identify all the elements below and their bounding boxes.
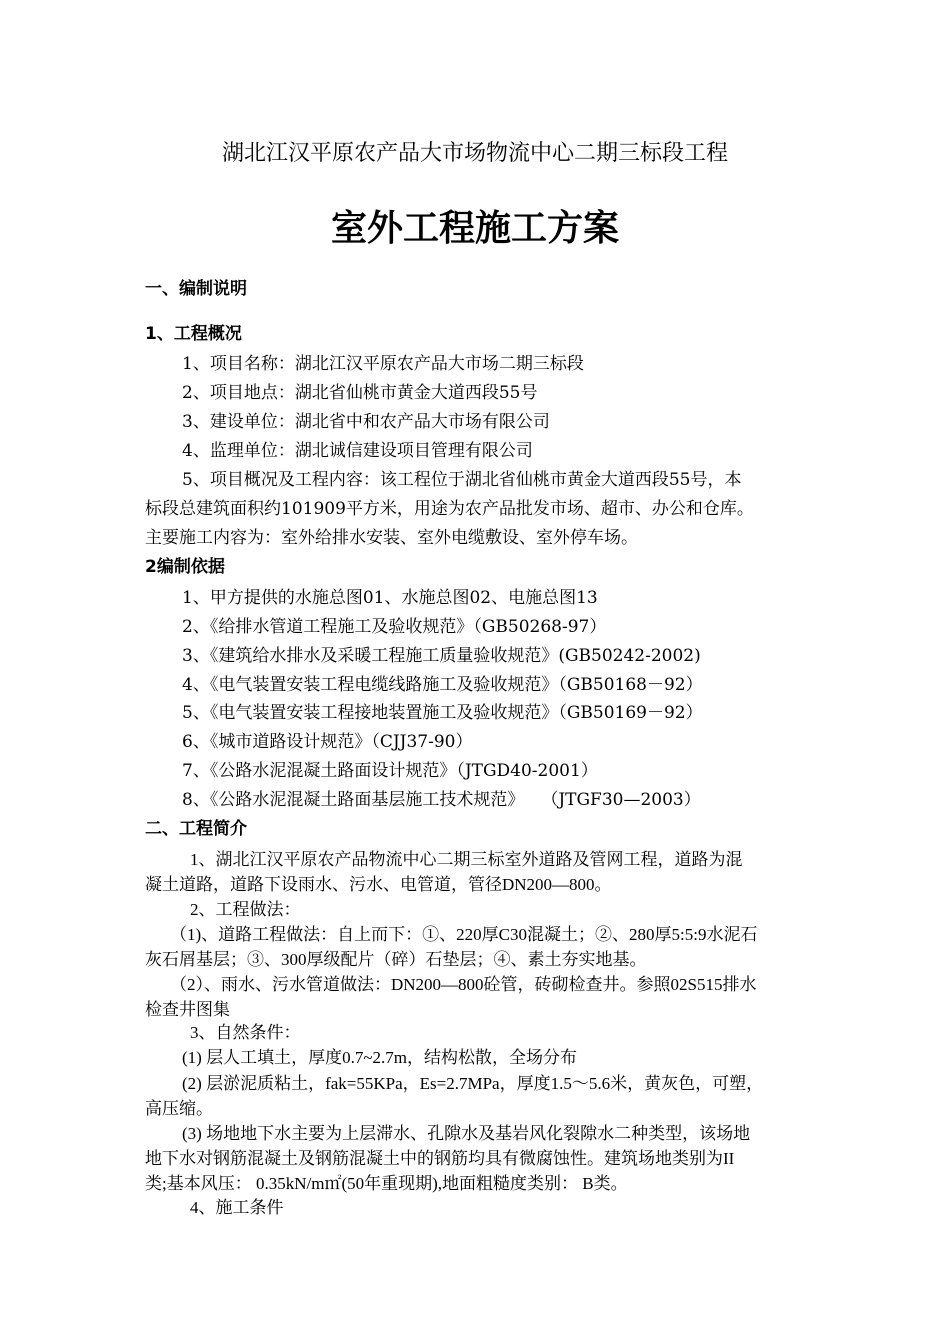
subsection-heading-overview: 1、工程概况 bbox=[145, 324, 242, 344]
document-title: 室外工程施工方案 bbox=[330, 208, 619, 249]
project-subtitle: 湖北江汉平原农产品大市场物流中心二期三标段工程 bbox=[221, 141, 728, 166]
intro-line: 1、湖北江汉平原农产品物流中心二期三标室外道路及管网工程，道路为混 bbox=[190, 850, 743, 869]
overview-item-5-cont: 标段总建筑面积约101909平方米，用途为农产品批发市场、超市、办公和仓库。 bbox=[145, 499, 754, 519]
overview-item: 2、项目地点：湖北省仙桃市黄金大道西段55号 bbox=[182, 383, 538, 403]
overview-item: 1、项目名称：湖北江汉平原农产品大市场二期三标段 bbox=[182, 354, 584, 374]
basis-item: 1、甲方提供的水施总图01、水施总图02、电施总图13 bbox=[182, 588, 598, 608]
intro-line: 3、自然条件： bbox=[190, 1023, 301, 1042]
intro-line: 2、工程做法： bbox=[190, 900, 301, 919]
intro-line: (3) 场地地下水主要为上层滞水、孔隙水及基岩风化裂隙水二种类型，该场地 bbox=[182, 1124, 751, 1143]
intro-line: 4、施工条件 bbox=[190, 1198, 284, 1217]
intro-line: 检查井图集 bbox=[145, 1000, 230, 1019]
intro-line: (2) 层淤泥质粘土，fak=55KPa，Es=2.7MPa，厚度1.5～5.6米，黄灰色，可塑， bbox=[182, 1074, 764, 1093]
basis-item: 6、《城市道路设计规范》（CJJ37-90） bbox=[182, 732, 473, 752]
section-heading-2: 二、工程简介 bbox=[145, 819, 247, 839]
overview-item-5-cont: 主要施工内容为：室外给排水安装、室外电缆敷设、室外停车场。 bbox=[145, 528, 638, 548]
overview-item: 4、监理单位：湖北诚信建设项目管理有限公司 bbox=[182, 441, 533, 461]
intro-line: （1)、道路工程做法：自上而下：①、220厚C30混凝土；②、280厚5:5:9水泥石 bbox=[170, 925, 758, 944]
basis-item: 2、《给排水管道工程施工及验收规范》（GB50268-97） bbox=[182, 617, 607, 637]
basis-item: 8、《公路水泥混凝土路面基层施工技术规范》 （JTGF30—2003） bbox=[182, 790, 701, 810]
intro-line: 类;基本风压： 0.35kN/m㎡(50年重现期),地面粗糙度类别： B类。 bbox=[145, 1174, 628, 1193]
subsection-heading-basis: 2编制依据 bbox=[145, 557, 225, 577]
intro-line: (1) 层人工填土，厚度0.7~2.7m，结构松散，全场分布 bbox=[182, 1048, 577, 1067]
intro-line: 地下水对钢筋混凝土及钢筋混凝土中的钢筋均具有微腐蚀性。建筑场地类别为II bbox=[145, 1149, 735, 1168]
basis-item: 7、《公路水泥混凝土路面设计规范》（JTGD40-2001） bbox=[182, 761, 598, 781]
intro-line: （2）、雨水、污水管道做法：DN200—800砼管，砖砌检查井。参照02S515排水 bbox=[170, 975, 757, 994]
basis-item: 4、《电气装置安装工程电缆线路施工及验收规范》（GB50168－92） bbox=[182, 675, 703, 695]
intro-line: 高压缩。 bbox=[145, 1099, 213, 1118]
basis-item: 3、《建筑给水排水及采暖工程施工质量验收规范》(GB50242-2002) bbox=[182, 646, 701, 666]
overview-item: 3、建设单位：湖北省中和农产品大市场有限公司 bbox=[182, 412, 550, 432]
basis-item: 5、《电气装置安装工程接地装置施工及验收规范》（GB50169－92） bbox=[182, 703, 703, 723]
section-heading-1: 一、编制说明 bbox=[145, 279, 247, 299]
overview-item-5: 5、项目概况及工程内容：该工程位于湖北省仙桃市黄金大道西段55号，本 bbox=[182, 470, 742, 490]
intro-line: 灰石屑基层；③、300厚级配片（碎）石垫层；④、素土夯实地基。 bbox=[145, 950, 647, 969]
intro-line: 凝土道路，道路下设雨水、污水、电管道，管径DN200—800。 bbox=[145, 875, 612, 894]
